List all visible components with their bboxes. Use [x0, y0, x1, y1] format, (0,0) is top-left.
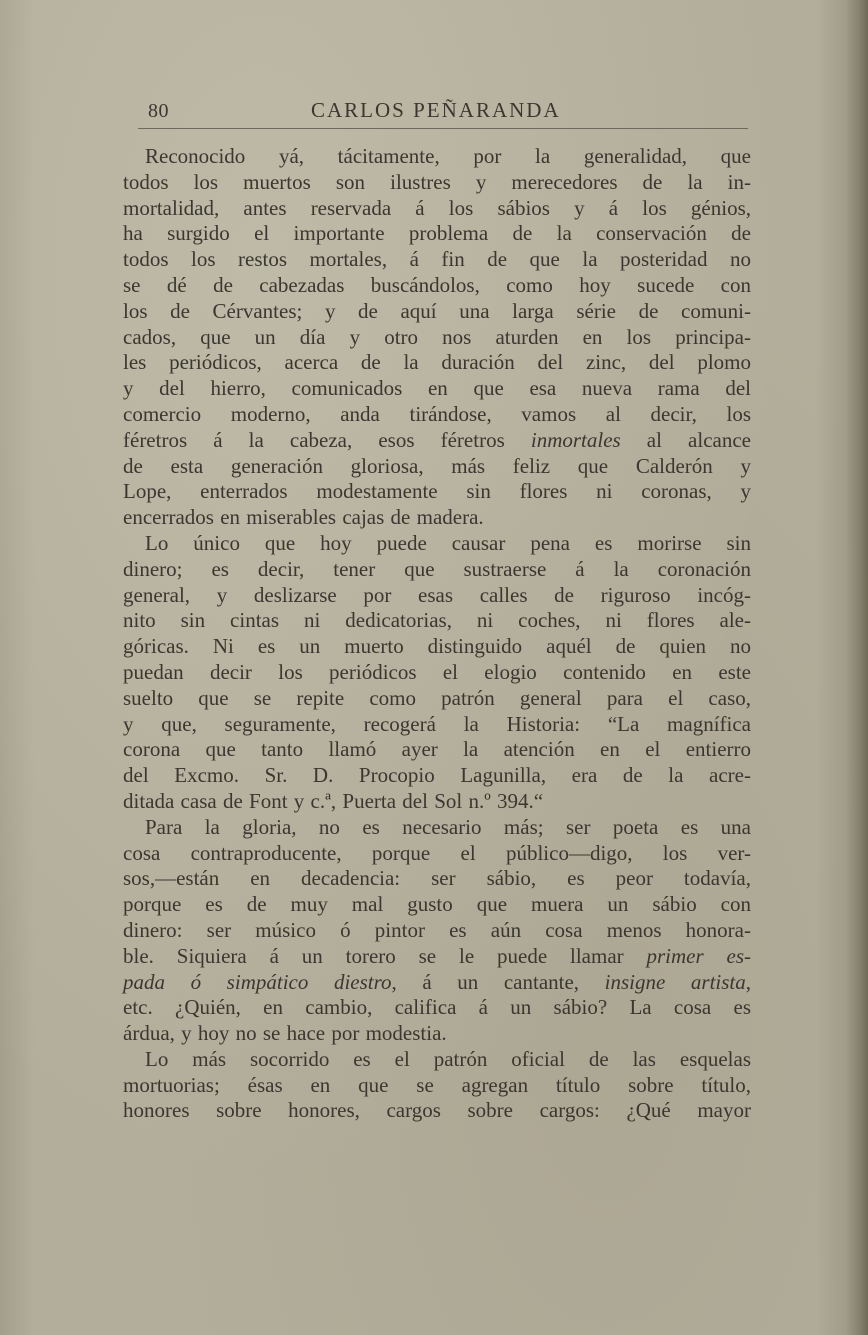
text-line: general, y deslizarse por esas calles de riguroso incóg- [123, 582, 751, 607]
text-line: góricas. Ni es un muerto distinguido aquél de quien no [123, 634, 751, 659]
text-line-with-italic [123, 970, 751, 996]
text-line: árdua, y hoy no se hace por modestia. [123, 1021, 447, 1046]
text-line: se dé de cabezadas buscándolos, como hoy sucede con [123, 272, 751, 297]
text-line: de esta generación gloriosa, más feliz que Calderón y [123, 453, 751, 478]
text-line: puedan decir los periódicos el elogio contenido en este [123, 659, 751, 684]
text-line: Reconocido yá, tácitamente, por la generalidad, que [145, 144, 751, 168]
text-line: todos los restos mortales, á fin de que la posteridad no [123, 247, 751, 272]
text-line: cosa contraproducente, porque el público—digo, los ver- [123, 840, 751, 865]
text-line: Lo más socorrido es el patrón oficial de las esquelas [145, 1046, 751, 1071]
text-line: etc. ¿Quién, en cambio, califica á un sábio? La cosa es [123, 995, 751, 1020]
text-line: del Excmo. Sr. D. Procopio Lagunilla, era de la acre- [123, 763, 751, 788]
text-run: , [745, 969, 751, 994]
text-run: ble. Siquiera á un torero se le puede llamar [123, 943, 647, 968]
text-line: ha surgido el importante problema de la conservación de [123, 221, 751, 246]
text-run: féretros á la cabeza, esos féretros [123, 427, 531, 452]
text-run: , á un cantante, [391, 969, 605, 994]
text-line: suelto que se repite como patrón general para el caso, [123, 685, 751, 710]
body-text [123, 144, 751, 1124]
running-title: CARLOS PEÑARANDA [311, 98, 561, 122]
text-line: y que, seguramente, recogerá la Historia: “La magnífica [123, 711, 751, 736]
text-line: les periódicos, acerca de la duración del zinc, del plomo [123, 350, 751, 375]
text-line: honores sobre honores, cargos sobre cargos: ¿Qué mayor [123, 1098, 751, 1123]
text-line: sos,—están en decadencia: ser sábio, es peor todavía, [123, 866, 751, 891]
text-line: mortalidad, antes reservada á los sábios y á los génios, [123, 195, 751, 220]
text-line: comercio moderno, anda tirándose, vamos al decir, los [123, 401, 751, 426]
header-rule [138, 128, 748, 129]
text-line: porque es de muy mal gusto que muera un sábio con [123, 892, 751, 917]
text-line: dinero; es decir, tener que sustraerse á la coronación [123, 556, 751, 581]
italic-run: insigne artista [604, 969, 746, 994]
text-line: y del hierro, comunicados en que esa nueva rama del [123, 376, 751, 401]
page-number: 80 [148, 100, 169, 122]
text-line: nito sin cintas ni dedicatorias, ni coches, ni flores ale- [123, 608, 751, 633]
text-line: ditada casa de Font y c.ª, Puerta del Sol n.º 394.“ [123, 788, 544, 813]
text-line-with-italic [123, 944, 751, 970]
page-header [148, 98, 748, 128]
text-line: cados, que un día y otro nos aturden en los principa- [123, 324, 751, 349]
text-line: dinero: ser músico ó pintor es aún cosa menos honora- [123, 917, 751, 942]
italic-run: inmortales [530, 427, 621, 452]
text-line: corona que tanto llamó ayer la atención en el entierro [123, 737, 751, 762]
text-line: encerrados en miserables cajas de madera. [123, 505, 484, 530]
text-line: todos los muertos son ilustres y merecedores de la in- [123, 169, 751, 194]
italic-run: pada ó simpático diestro [123, 969, 392, 994]
text-line: Para la gloria, no es necesario más; ser poeta es una [145, 814, 751, 839]
text-line: los de Cérvantes; y de aquí una larga série de comuni- [123, 298, 751, 323]
page-edge-shadow [846, 0, 868, 1335]
text-run: al alcance [620, 427, 751, 452]
italic-run: primer es- [646, 943, 752, 968]
text-line: mortuorias; ésas en que se agregan título sobre título, [123, 1072, 751, 1097]
text-line: Lo único que hoy puede causar pena es morirse sin [145, 530, 751, 555]
text-line-with-italic [123, 428, 751, 454]
text-line: Lope, enterrados modestamente sin flores ni coronas, y [123, 479, 751, 504]
